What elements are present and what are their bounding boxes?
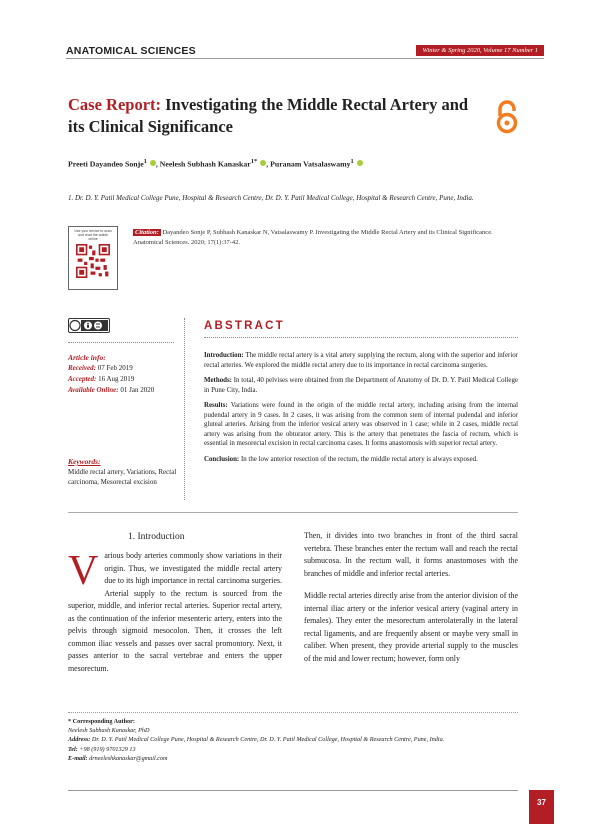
author-list: Preeti Dayandeo Sonje$^1$ , Neelesh Subhash Kanaskar$^{1*}$ , Puranam Vatsalaswamy$^1$	[68, 158, 363, 169]
author-affiliation-mark: 1	[143, 158, 147, 165]
intro-paragraph-1: Various body arteries commonly show variations in their origin. Thus, we investigated the middle rectal artery due to its high importance in rectal carcinoma surgeries. Arterial supply to the rectum is sourced from the superior, middle, and inferior rectal arteries. Superior rectal artery, as the continuation of the inferior mesenteric artery, enters into the pelvis through sigmoid mesocolon. Then, it crosses the left common iliac vessels and passes over sacral promontory. Next, it passes anterior to the sacral vertebrae and enters the upper mesorectum.	[68, 548, 282, 673]
citation-text: Dayandeo Sonje P, Subhash Kanaskar N, Vatsalaswamy P. Investigating the Middle Rectal Artery and its Clinical Significance. Anatomical Sciences. 2020; 17(1):37-42.	[133, 229, 493, 246]
abstract-divider	[204, 337, 518, 338]
qr-caption: Use your device to scan and read the article online	[74, 229, 112, 241]
keywords	[68, 457, 178, 487]
open-access-icon	[492, 100, 522, 134]
author-affiliation-mark: 1	[350, 158, 354, 165]
accepted-date: Accepted: 16 Aug 2019	[68, 375, 135, 383]
qr-code-box[interactable]	[68, 226, 118, 290]
author-name: Puranam Vatsalaswamy	[270, 159, 351, 169]
cc-by-nc-license-icon[interactable]	[68, 318, 110, 333]
journal-name: ANATOMICAL SCIENCES	[66, 45, 196, 57]
section-divider	[68, 512, 518, 513]
introduction-heading: 1. Introduction	[128, 532, 185, 542]
online-date: Available Online: 01 Jan 2020	[68, 386, 155, 394]
drop-cap: V	[68, 548, 99, 594]
corresponding-author	[68, 717, 518, 763]
footnote-divider	[68, 712, 518, 713]
abstract-heading: ABSTRACT	[204, 320, 285, 332]
keywords-heading: Keywords:	[68, 457, 101, 466]
orcid-icon[interactable]	[260, 160, 266, 166]
header-rule	[66, 58, 544, 59]
author-name: Preeti Dayandeo Sonje	[68, 159, 144, 169]
affiliation: 1. Dr. D. Y. Patil Medical College Pune, Hospital & Research Centre, Dr. D. Y. Patil Medical College, Hospital & Research Centre, Pune, India.	[68, 194, 474, 202]
article-title	[68, 94, 488, 138]
received-date: Received: 07 Feb 2019	[68, 364, 133, 372]
corresponding-tel: Tel: +98 (919) 9701329 13	[68, 745, 136, 753]
intro-paragraph-3: Middle rectal arteries directly arise from the anterior division of the internal iliac artery or the inferior vesical artery (vaginal artery in females). They enter the mesorectum anterolaterally in the lateral rectal ligaments, and are frequently absent or maybe very small in caliber. When present, they provide arterial supply to the muscles of the mid and lower rectum; however, form only	[304, 591, 518, 663]
column-divider	[184, 318, 185, 500]
footer-rule	[68, 790, 518, 791]
article-title-text: Investigating the Middle Rectal Artery and its Clinical Significance	[68, 95, 469, 136]
body-column-right	[304, 530, 518, 675]
author-name: Neelesh Subhash Kanaskar	[159, 159, 251, 169]
article-type: Case Report:	[68, 95, 162, 114]
qr-code-icon	[76, 244, 110, 278]
corresponding-address: Address: Dr. D. Y. Patil Medical College Pune, Hospital & Research Centre, Dr. D. Y. Patil Medical College, Hospital & Research Centre, Pune, India.	[68, 736, 445, 744]
abstract-results: Results: Variations were found in the origin of the middle rectal artery, including arising from the internal pudendal artery in 9 cases. In 2 cases, it was arising from the common stem of internal pudendal and inferior gluteal arteries. Arising from the inferior vesical artery was observed in 1 case; while in 2 cases, middle rectal artery was arising from the obturator artery. This is the artery that penetrates the fascia of rectum, which is essential in mesorectal excision in rectal carcinoma cases. It forms anastomosis with superior rectal artery.	[204, 402, 518, 447]
corresponding-heading: * Corresponding Author:	[68, 718, 135, 725]
abstract-conclusion: Conclusion: In the low anterior resection of the rectum, the middle rectal artery is always exposed.	[204, 455, 478, 463]
keywords-text: Middle rectal artery, Variations, Rectal carcinoma, Mesorectal excision	[68, 468, 177, 486]
corresponding-name: Neelesh Subhash Kanaskar, PhD	[68, 727, 150, 735]
abstract-introduction: Introduction: The middle rectal artery is a vital artery supplying the rectum, along with the superior and inferior rectal arteries. We explored the middle rectal artery due to its importance in rectal carcinoma surgeries.	[204, 352, 518, 369]
page-number: 37	[529, 790, 554, 824]
abstract-body	[204, 351, 518, 470]
article-info-heading: Article info:	[68, 353, 106, 362]
citation	[133, 228, 511, 248]
author-affiliation-mark: 1*	[250, 158, 258, 165]
intro-paragraph-2: Then, it divides into two branches in front of the third sacral vertebra. These branches enter the rectum wall and reach the rectal submucosa. In the rectum wall, it forms anastomoses with the branches of middle and inferior rectal arteries.	[304, 531, 518, 578]
body-column-left	[68, 550, 282, 685]
article-info	[68, 352, 178, 396]
issue-banner: Winter & Spring 2020, Volume 17 Number 1	[416, 45, 544, 56]
citation-label: Citation:	[135, 229, 159, 236]
info-divider	[68, 342, 174, 343]
corresponding-email[interactable]: E-mail: drneeleshkanaskar@gmail.com	[68, 754, 168, 762]
orcid-icon[interactable]	[150, 160, 156, 166]
abstract-methods: Methods: In total, 40 pelvises were obtained from the Department of Anatomy of Dr. D. Y. Patil Medical College in Pune City, India.	[204, 377, 518, 394]
orcid-icon[interactable]	[357, 160, 363, 166]
